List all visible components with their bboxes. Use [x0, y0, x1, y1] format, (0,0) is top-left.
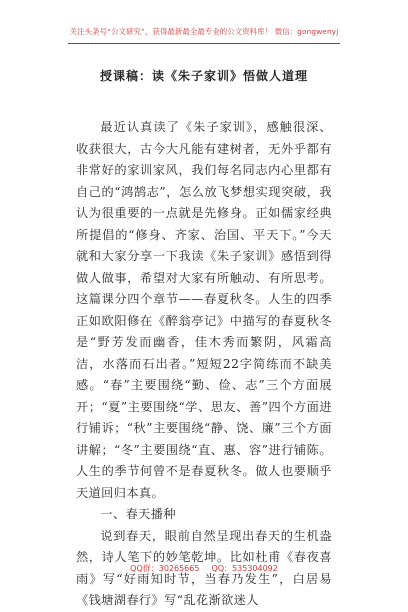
- header-divider: [68, 43, 340, 44]
- section-heading-spring: 一、春天播种: [100, 507, 176, 521]
- body-paragraph-intro: 最近认真读了《朱子家训》，感触很深、收获很大，古今大凡能有建树者，无外乎都有非常好的家训家风，我们每名同志内心里都有自己的“鸿鹄志”，怎么放飞梦想实现突破，我认为很重要的一点就是先修身。正如儒家经典所提倡的“修身、齐家、治国、平天下。”今天就和大家分享一下我读《朱子家训》感悟到得做人做事，希望对大家有所触动、有所思考。这篇课分四个章节——春夏秋冬。人生的四季正如欧阳修在《醉翁亭记》中描写的春夏秋冬是“野芳发而幽香，佳木秀而繁阴，风霜高洁，水落而石出者。”短短22字简练而不缺美感。“春”主要围绕“勤、俭、志”三个方面展开；“夏”主要围绕“学、思友、善”四个方面进行铺诉；“秋”主要围绕“静、饶、廉”三个方面讲解；“冬”主要围绕“直、惠、容”进行铺陈。人生的季节何曾不是春夏秋冬。做人也要顺乎天道回归本真。: [76, 120, 332, 500]
- footer-qq-group: QQ群：30265665: [130, 564, 200, 573]
- footer-contact: [0, 563, 408, 574]
- header-note: 关注头条号“公文研究”，获得最新最全最专业的公文资料库！ 微信：gongwenyj: [69, 27, 339, 36]
- document-title: 授课稿：读《朱子家训》悟做人道理: [99, 69, 308, 83]
- document-body: [76, 117, 332, 612]
- body-paragraph-spring: 说到春天，眼前自然呈现出春天的生机盎然，诗人笔下的妙笔乾坤。比如杜甫《春夜喜雨》写“好雨知时节，当春乃发生”，白居易《钱塘湖春行》写“乱花渐欲迷人: [76, 528, 332, 607]
- footer-qq: QQ：535304092: [211, 564, 278, 573]
